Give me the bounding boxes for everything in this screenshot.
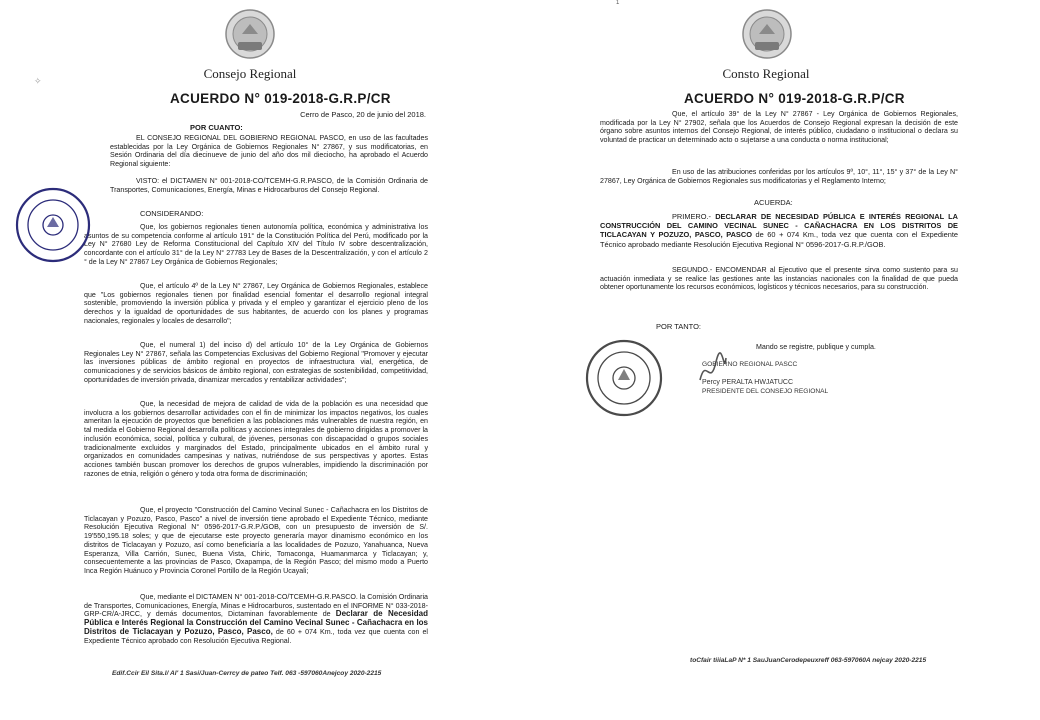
signature-org: GOBIERNO REGIONAL PASCC xyxy=(702,361,798,368)
primero-declaration: DECLARAR DE NECESIDAD PÚBLICA E INTERÉS REGIONAL LA CONSTRUCCIÓN DEL CAMINO VECINAL SUNEC - CAÑACHACRA EN LOS DISTRITOS DE TICLACAYAN Y POZUZO, PASCO, PASCO xyxy=(600,212,958,240)
intro-paragraph: EL CONSEJO REGIONAL DEL GOBIERNO REGIONAL PASCO, en uso de las facultades establecidas por la Ley Orgánica de Gobiernos Regionales N° 27867, y sus modificatorias, en Sesión Ordinaria del día diecinueve de junio del año dos mil dieciocho, ha aprobado el Acuerdo Regional siguiente: xyxy=(110,134,428,169)
page-footer: toCfair tiiiaLaP N* 1 SauJuanCerodepeuxreff 063-597060A nejcay 2020-2215 xyxy=(690,657,927,664)
attributions-paragraph: En uso de las atribuciones conferidas por los artículos 9º, 10°, 11°, 15° y 37° de la Ley N° 27867, Ley Orgánica de Gobiernos Regionales sus modificatorias y el Reglamento Interno; xyxy=(600,168,958,185)
primero-clause xyxy=(600,212,958,249)
signature-block xyxy=(702,360,902,396)
acuerdo-title: ACUERDO N° 019-2018-G.R.P/CR xyxy=(684,91,905,106)
por-cuanto-heading: POR CUANTO: xyxy=(190,123,243,132)
por-tanto-heading: POR TANTO: xyxy=(656,322,702,331)
considerando-heading: CONSIDERANDO: xyxy=(140,209,204,218)
document-date: Cerro de Pasco, 20 de junio del 2018. xyxy=(300,110,426,119)
considerando-paragraph-3: Que, el numeral 1) del inciso d) del artículo 10° de la Ley Orgánica de Gobiernos Regionales Ley N° 27867, señala las Competencias Exclusivas del Gobierno Regional "Promover y ejecutar las inversiones públicas de ámbito regional en proyectos de infraestructura vial, energética, de comunicaciones y de servicios básicos de ámbito regional, con estrategias de sostenibilidad, competitividad, oportunidades de inversión privada, dinamizar mercados y rentabilizar actividades"; xyxy=(84,341,428,384)
considerando-paragraph-5: Que, el proyecto "Construcción del Camino Vecinal Sunec - Cañachacra en los Distritos de Ticlacayan y Pozuzo, Pasco, Pasco" a nivel de inversión tiene aprobado el Expediente Técnico, mediante Resolución Ejecutiva Regional N° 0596-2017-G.R.P./GOB, con un presupuesto de inversión de S/. 19'550,195.18 soles; y que de ejecutarse este proyecto generaría mayor dinamismo económico en los distritos de Ticlacayan y Pozuzo, así como beneficiaría a las localidades de Pozuzo, Yanahuanca, Nueva Esperanza, Villa Carrión, Sunec, Buena Vista, Chiric, Tomaconga, Huamanmarca y Ticlacayan; y, consecuentemente a las provincias de Pasco, Oxapampa, de la Región Pasco; del mismo modo a Puerto Inca Región Huánuco y Provincia Coronel Portillo de la Región Ucayali; xyxy=(84,506,428,575)
segundo-clause: SEGUNDO.- ENCOMENDAR al Ejecutivo que el presente sirva como sustento para su actuación inmediata y se realice las gestiones ante las instancias nacionales con la finalidad de que pueda obtener oportunamente los recursos económicos, logísticos y técnicos necesarios, para su construcción. xyxy=(600,266,958,292)
acuerdo-title: ACUERDO N° 019-2018-G.R.P/CR xyxy=(170,91,391,106)
right-page xyxy=(520,0,1040,720)
regional-logo xyxy=(224,8,276,60)
primero-label: PRIMERO.- xyxy=(672,212,712,221)
regional-logo xyxy=(741,8,793,60)
paragraph-6-tail: de 60 + 074 Km., toda vez que cuenta con el Expediente Técnico aprobado con Resolución Ejecutiva Regional. xyxy=(84,627,428,645)
considerando-paragraph-1: Que, los gobiernos regionales tienen autonomía política, económica y administrativa los asuntos de su competencia conforme al artículo 191° de la Constitución Política del Perú, modificado por la Ley N° 27680 Ley de Reforma Constitucional del Capítulo XIV del Título IV sobre descentralización, concordante con el artículo 31° de la Ley N° 27783 Ley de Bases de la Descentralización, y con el artículo 2 ° de la Ley N° 27867 Ley Orgánica de Gobiernos Regionales; xyxy=(84,223,428,266)
page-footer: Edif.Ccir Eil Sita.l/ Al' 1 Sasi/Juan-Cerrcy de pateo Telf. 063 -597060Anejcoy 2020-2215 xyxy=(112,670,382,677)
acuerda-heading: ACUERDA: xyxy=(754,198,793,207)
considerando-paragraph-4: Que, la necesidad de mejora de calidad de vida de la población es una necesidad que involucra a los gobiernos desarrollar actividades con el fin de minimizar los impactos negativos, los cuales ameritan la ejecución de proyectos que beneficien a las poblaciones más vulnerables de nuestra región, en tal medida el Gobierno Regional desarrolla políticas y acciones integrales de gobierno dirigidas a promover la inclusión económica, social, política y cultural, de jóvenes, personas con discapacidad o grupos sociales tradicionalmente excluidos y marginados del Estado, principalmente ubicados en el ámbito rural y organizados en comunidades campesinas y nativas, nutriéndose de sus perspectivas y aportes. Estas acciones también buscan promover los derechos de grupos vulnerables, impidiendo la discriminación por razones de etnia, religión o género y toda otra forma de discriminación; xyxy=(84,400,428,478)
signatory-title: PRESIDENTE DEL CONSEJO REGIONAL xyxy=(702,388,829,395)
org-name: Consto Regional xyxy=(722,66,810,81)
primero-tail: de 60 + 074 Km., toda vez que cuenta con el Expediente Técnico aprobado mediante Resolución Ejecutiva Regional N° 0596-2017-G.R.P./GOB. xyxy=(600,230,958,249)
signatory-name: Percy PERALTA HWJATUCC xyxy=(702,379,794,386)
paragraph-6-lead: Que, mediante el DICTAMEN N° 001-2018-CO/TCEMH-G.R.PASCO. la Comisión Ordinaria de Transportes, Comunicaciones, Energía, Minas e Hidrocarburos, sustentado en el INFORME N° 033-2018-GRP-CR/A-JRCC, y demás documentos, Dictaminan favorablemente de xyxy=(84,593,428,619)
page-number: 1 xyxy=(616,0,620,6)
council-stamp xyxy=(584,338,664,418)
scan-mark: ✧ xyxy=(34,76,42,86)
council-stamp xyxy=(14,186,92,264)
legal-basis-paragraph: Que, el artículo 39° de la Ley N° 27867 - Ley Orgánica de Gobiernos Regionales, modificada por la Ley N° 27902, señala que los Acuerdos de Consejo Regional expresan la decisión de este órgano sobre asuntos internos del Consejo Regional, de interés público, ciudadano o institucional o declara su voluntad de practicar un determinado acto o sujetarse a una conducta o norma institucional; xyxy=(600,110,958,145)
considerando-paragraph-6 xyxy=(84,593,428,645)
mando-line: Mando se registre, publique y cumpla. xyxy=(756,343,876,351)
org-name: Consejo Regional xyxy=(203,66,297,81)
paragraph-6-bold: Declarar de Necesidad Pública e Interés Regional la Construcción del Camino Vecinal Sunec - Cañachacra en los Distritos de Ticlacayan y Pozuzo, Pasco, Pasco, xyxy=(84,609,428,636)
considerando-paragraph-2: Que, el artículo 4º de la Ley N° 27867, Ley Orgánica de Gobiernos Regionales, establece que "Los gobiernos regionales tienen por finalidad esencial fomentar el desarrollo regional integral sostenible, promoviendo la inversión pública y privada y el empleo y garantizar el ejercicio pleno de los derechos y la igualdad de oportunidades de sus habitantes, de acuerdo con los planes y programas nacionales, regionales y locales de desarrollo"; xyxy=(84,282,428,325)
visto-paragraph: VISTO: el DICTAMEN N° 001-2018-CO/TCEMH-G.R.PASCO, de la Comisión Ordinaria de Transportes, Comunicaciones, Energía, Minas e Hidrocarburos del Consejo Regional. xyxy=(110,177,428,194)
